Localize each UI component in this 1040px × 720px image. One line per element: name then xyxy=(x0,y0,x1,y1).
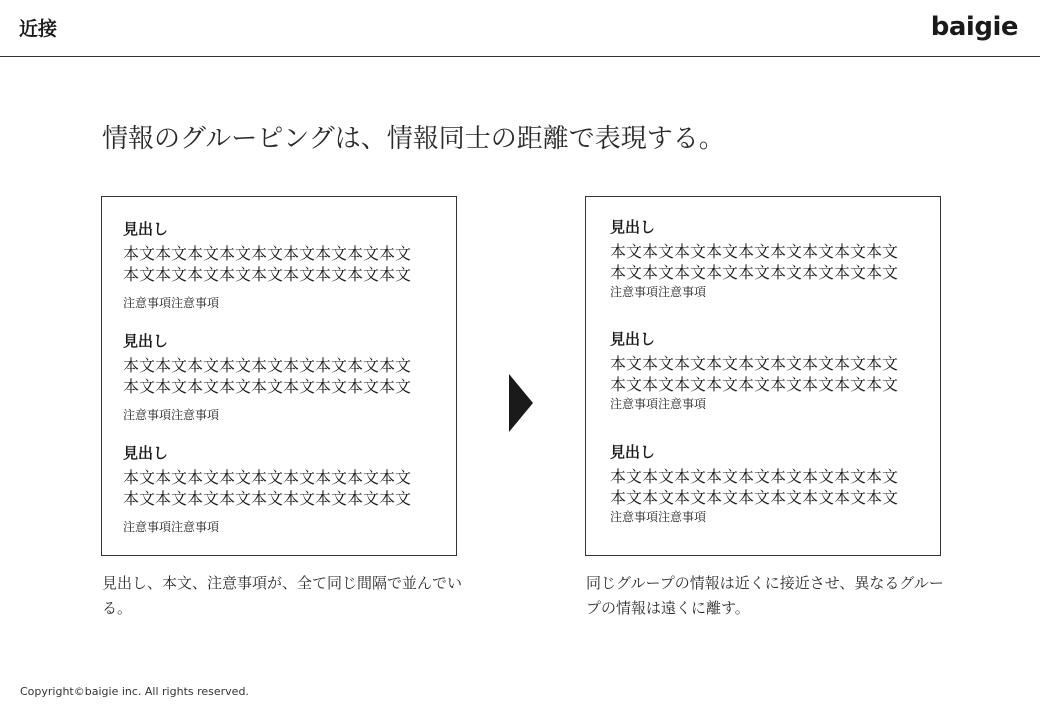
group-body-line: 本文本文本文本文本文本文本文本文本文 xyxy=(610,242,899,261)
group-body-line: 本文本文本文本文本文本文本文本文本文 xyxy=(123,244,412,263)
group-body-line: 本文本文本文本文本文本文本文本文本文 xyxy=(610,488,899,507)
group-note: 注意事項注意事項 xyxy=(610,285,707,299)
group-note: 注意事項注意事項 xyxy=(610,397,707,411)
proximity-grouping-example-panel xyxy=(585,196,941,556)
baigie-logo: baigie xyxy=(930,12,1018,42)
triangle-right-icon xyxy=(509,374,533,432)
group-heading: 見出し xyxy=(123,220,169,238)
group-body xyxy=(123,355,411,397)
group-body-line: 本文本文本文本文本文本文本文本文本文 xyxy=(123,489,412,508)
group-body-line: 本文本文本文本文本文本文本文本文本文 xyxy=(123,468,412,487)
copyright-notice: Copyright©baigie inc. All rights reserved. xyxy=(20,685,249,698)
group-note: 注意事項注意事項 xyxy=(610,510,707,524)
group-body-line: 本文本文本文本文本文本文本文本文本文 xyxy=(123,356,412,375)
group-heading: 見出し xyxy=(610,218,656,236)
group-heading: 見出し xyxy=(610,330,656,348)
slide-headline: 情報のグルーピングは、情報同士の距離で表現する。 xyxy=(102,124,725,154)
group-body xyxy=(610,353,898,395)
group-body-line: 本文本文本文本文本文本文本文本文本文 xyxy=(123,377,412,396)
group-body-line: 本文本文本文本文本文本文本文本文本文 xyxy=(123,265,412,284)
group-body-line: 本文本文本文本文本文本文本文本文本文 xyxy=(610,263,899,282)
group-heading: 見出し xyxy=(123,444,169,462)
left-caption: 見出し、本文、注意事項が、全て同じ間隔で並んでいる。 xyxy=(102,574,463,617)
equal-spacing-example-panel xyxy=(101,196,457,556)
group-note: 注意事項注意事項 xyxy=(123,408,220,422)
group-body-line: 本文本文本文本文本文本文本文本文本文 xyxy=(610,467,899,486)
group-note: 注意事項注意事項 xyxy=(123,520,220,534)
group-body-line: 本文本文本文本文本文本文本文本文本文 xyxy=(610,375,899,394)
group-body xyxy=(610,466,898,508)
group-body xyxy=(123,243,411,285)
group-heading: 見出し xyxy=(123,332,169,350)
group-note: 注意事項注意事項 xyxy=(123,296,220,310)
section-title: 近接 xyxy=(19,18,58,40)
group-body xyxy=(610,241,898,283)
group-body xyxy=(123,467,411,509)
group-body-line: 本文本文本文本文本文本文本文本文本文 xyxy=(610,354,899,373)
right-caption: 同じグループの情報は近くに接近させ、異なるグループの情報は遠くに離す。 xyxy=(586,574,944,617)
group-heading: 見出し xyxy=(610,443,656,461)
header-bar xyxy=(0,0,1040,57)
